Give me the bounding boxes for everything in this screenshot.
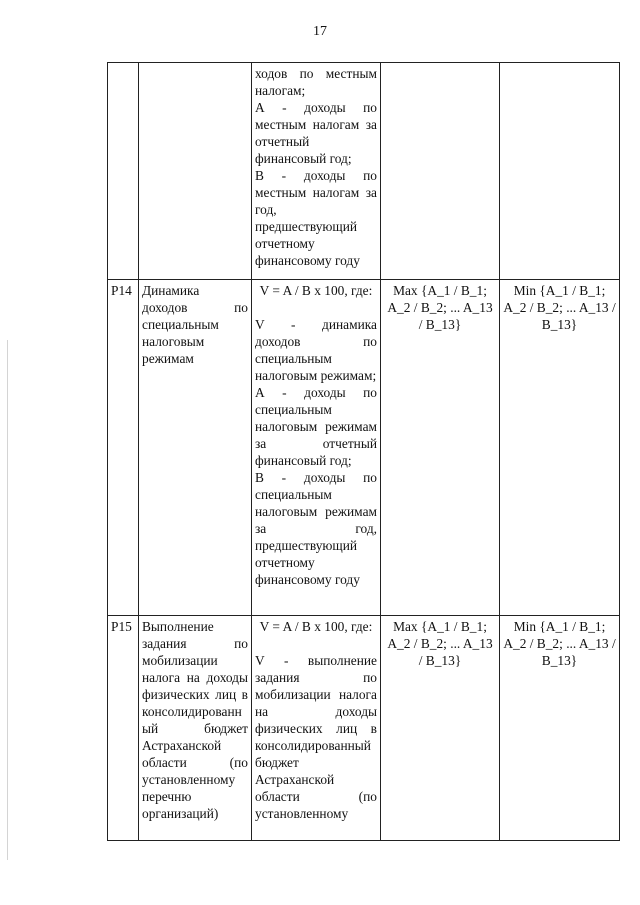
- formula-line: V - выполнение задания по мобилизации налога на доходы физических лиц в консолидированный бюджет Астраханской области (по установленному: [255, 653, 377, 821]
- name-cell: Динамика доходов по специальным налоговым режимам: [139, 280, 252, 616]
- formula-line: V - динамика доходов по специальным налоговым режимам;: [255, 317, 377, 383]
- formula-line: В - доходы по специальным налоговым режимам за год, предшествующий отчетному финансовому году: [255, 470, 377, 587]
- page-number: 17: [313, 24, 327, 39]
- formula-line: ходов по местным налогам;: [255, 66, 377, 98]
- code-cell: [108, 63, 139, 280]
- formula-head: V = A / B x 100, где:: [259, 619, 373, 634]
- formula-cell: [252, 616, 381, 841]
- min-cell: Min {A_1 / B_1; A_2 / B_2; ... A_13 / B_13}: [500, 280, 620, 616]
- name-cell: [139, 63, 252, 280]
- formula-cell: [252, 280, 381, 616]
- formula-line: В - доходы по местным налогам за год, предшествующий отчетному финансовому году: [255, 168, 377, 268]
- table-row-p14: [108, 280, 620, 616]
- max-cell: Max {A_1 / B_1; A_2 / B_2; ... A_13 / B_13}: [381, 280, 500, 616]
- code-cell: Р14: [108, 280, 139, 616]
- max-cell: [381, 63, 500, 280]
- formula-cell: [252, 63, 381, 280]
- formula-head: V = A / B x 100, где:: [259, 283, 373, 298]
- scan-margin-line: [7, 340, 8, 860]
- table-row-p15: [108, 616, 620, 841]
- formula-line: А - доходы по местным налогам за отчетный финансовый год;: [255, 100, 377, 166]
- formula-line: А - доходы по специальным налоговым режимам за отчетный финансовый год;: [255, 385, 377, 468]
- min-cell: [500, 63, 620, 280]
- code-cell: Р15: [108, 616, 139, 841]
- min-cell: Min {A_1 / B_1; A_2 / B_2; ... A_13 / B_13}: [500, 616, 620, 841]
- indicator-table: [107, 62, 620, 841]
- table-row-continuation: [108, 63, 620, 280]
- max-cell: Max {A_1 / B_1; A_2 / B_2; ... A_13 / B_13}: [381, 616, 500, 841]
- name-cell: Выполнение задания по мобилизации налога на доходы физических лиц в консолидированный бюджет Астраханской области (по установленному перечню организаций): [139, 616, 252, 841]
